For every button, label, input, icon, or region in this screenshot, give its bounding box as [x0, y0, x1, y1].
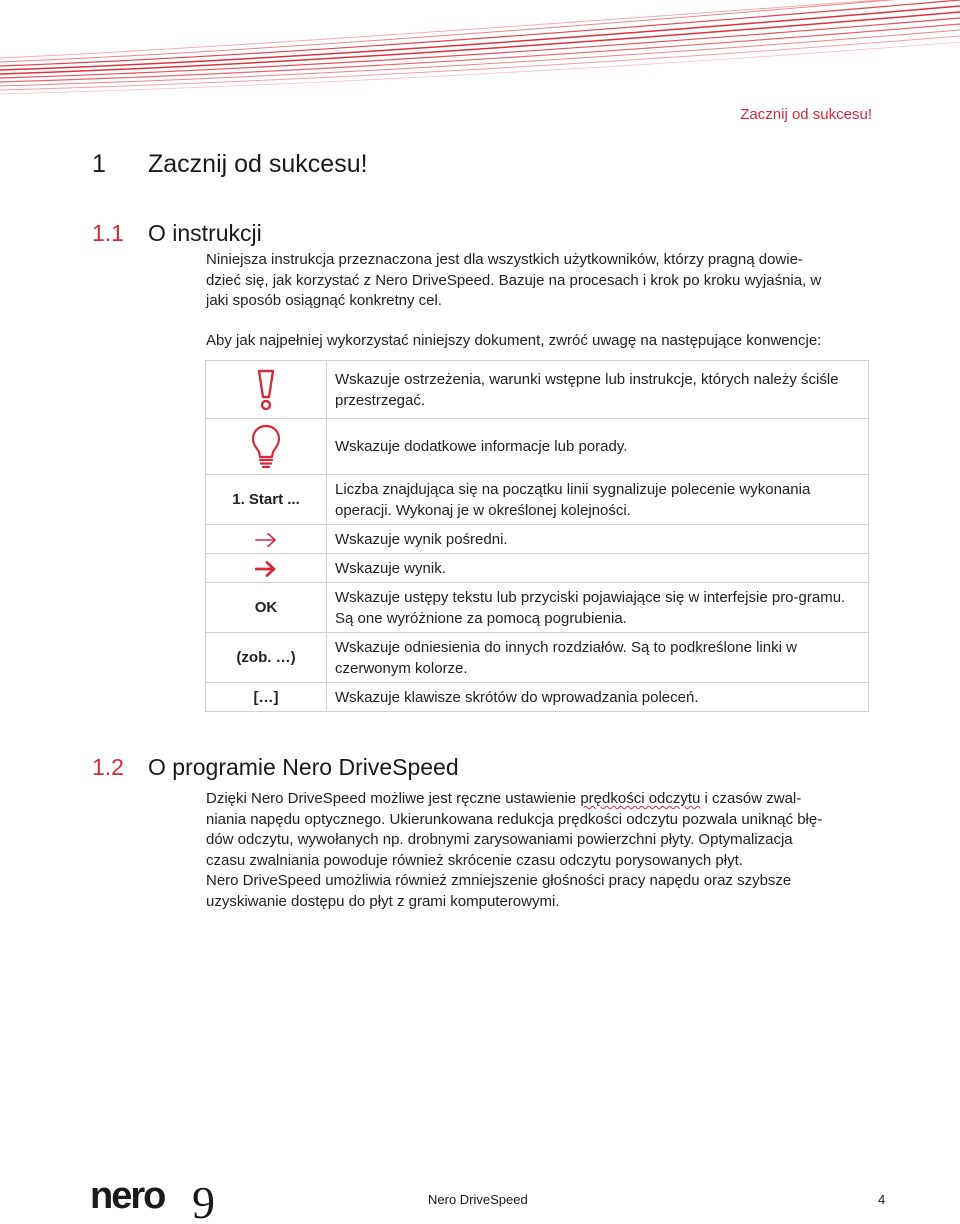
table-row	[206, 583, 869, 633]
running-header: Zacznij od sukcesu!	[740, 106, 872, 123]
page-number: 4	[878, 1192, 886, 1207]
lightbulb-icon	[251, 424, 281, 470]
table-row	[206, 554, 869, 583]
table-row	[206, 475, 869, 525]
intro-paragraph: Niniejsza instrukcja przeznaczona jest dla wszystkich użytkowników, którzy pragną dowie- dzieć się, jak korzystać z Nero DriveSpeed. Bazuje na procesach i krok po kroku wyjaśnia, w jaki sposób osiągnąć konkretny cel.	[206, 251, 822, 309]
section-number: 1.1	[92, 220, 124, 246]
convention-description: Wskazuje dodatkowe informacje lub porady.	[327, 419, 869, 475]
arrow-outline-icon	[255, 532, 277, 548]
svg-text:9: 9	[192, 1177, 215, 1224]
convention-description: Liczba znajdująca się na początku linii sygnalizuje polecenie wykonania operacji. Wykonaj je w określonej kolejności.	[327, 475, 869, 525]
exclamation-icon	[255, 369, 277, 411]
conventions-intro: Aby jak najpełniej wykorzystać niniejszy dokument, zwróć uwagę na następujące konwencje:	[206, 332, 822, 349]
program-description: Dzięki Nero DriveSpeed możliwe jest ręczne ustawienie prędkości odczytu i czasów zwal- niania napędu optycznego. Ukierunkowana redukcja prędkości odczytu pozwala uniknąć błę- dów odczytu, wywołanych np. drobnymi zarysowaniami powierzchni płyty. Optymalizacja czasu zwalniania powoduje również skrócenie czasu odczytu porysowanych płyt. Nero DriveSpeed umożliwia również zmniejszenie głośności pracy napędu oraz szybsze uzyskiwanie dostępu do płyt z grami komputerowymi.	[206, 790, 823, 910]
section-number: 1.2	[92, 754, 124, 780]
convention-description: Wskazuje ustępy tekstu lub przyciski pojawiające się w interfejsie pro-gramu. Są one wyróżnione za pomocą pogrubienia.	[327, 583, 869, 633]
convention-description: Wskazuje klawisze skrótów do wprowadzania poleceń.	[327, 683, 869, 712]
table-row	[206, 419, 869, 475]
chapter-heading	[92, 150, 368, 179]
section-heading-1-1	[92, 220, 262, 247]
table-row	[206, 361, 869, 419]
section-title: O instrukcji	[148, 220, 262, 246]
table-row	[206, 683, 869, 712]
convention-description: Wskazuje ostrzeżenia, warunki wstępne lub instrukcje, których należy ściśle przestrzegać.	[327, 361, 869, 419]
convention-description: Wskazuje wynik pośredni.	[327, 525, 869, 554]
nero-logo	[90, 1176, 230, 1224]
convention-symbol: (zob. …)	[206, 633, 327, 683]
convention-description: Wskazuje wynik.	[327, 554, 869, 583]
convention-symbol: 1. Start ...	[206, 475, 327, 525]
chapter-number: 1	[92, 150, 106, 178]
conventions-table	[205, 360, 869, 712]
svg-text:nero: nero	[90, 1176, 165, 1217]
footer-product-name: Nero DriveSpeed	[428, 1192, 528, 1207]
header-swoosh-decoration	[0, 0, 960, 110]
convention-description: Wskazuje odniesienia do innych rozdziałów. Są to podkreślone linki w czerwonym kolorze.	[327, 633, 869, 683]
convention-symbol: […]	[206, 683, 327, 712]
table-row	[206, 525, 869, 554]
section-title: O programie Nero DriveSpeed	[148, 754, 459, 780]
chapter-title: Zacznij od sukcesu!	[148, 150, 368, 178]
arrow-solid-icon	[255, 561, 277, 577]
convention-symbol: OK	[206, 583, 327, 633]
table-row	[206, 633, 869, 683]
section-heading-1-2	[92, 754, 459, 781]
spellcheck-word: prędkości odczytu	[580, 790, 701, 807]
